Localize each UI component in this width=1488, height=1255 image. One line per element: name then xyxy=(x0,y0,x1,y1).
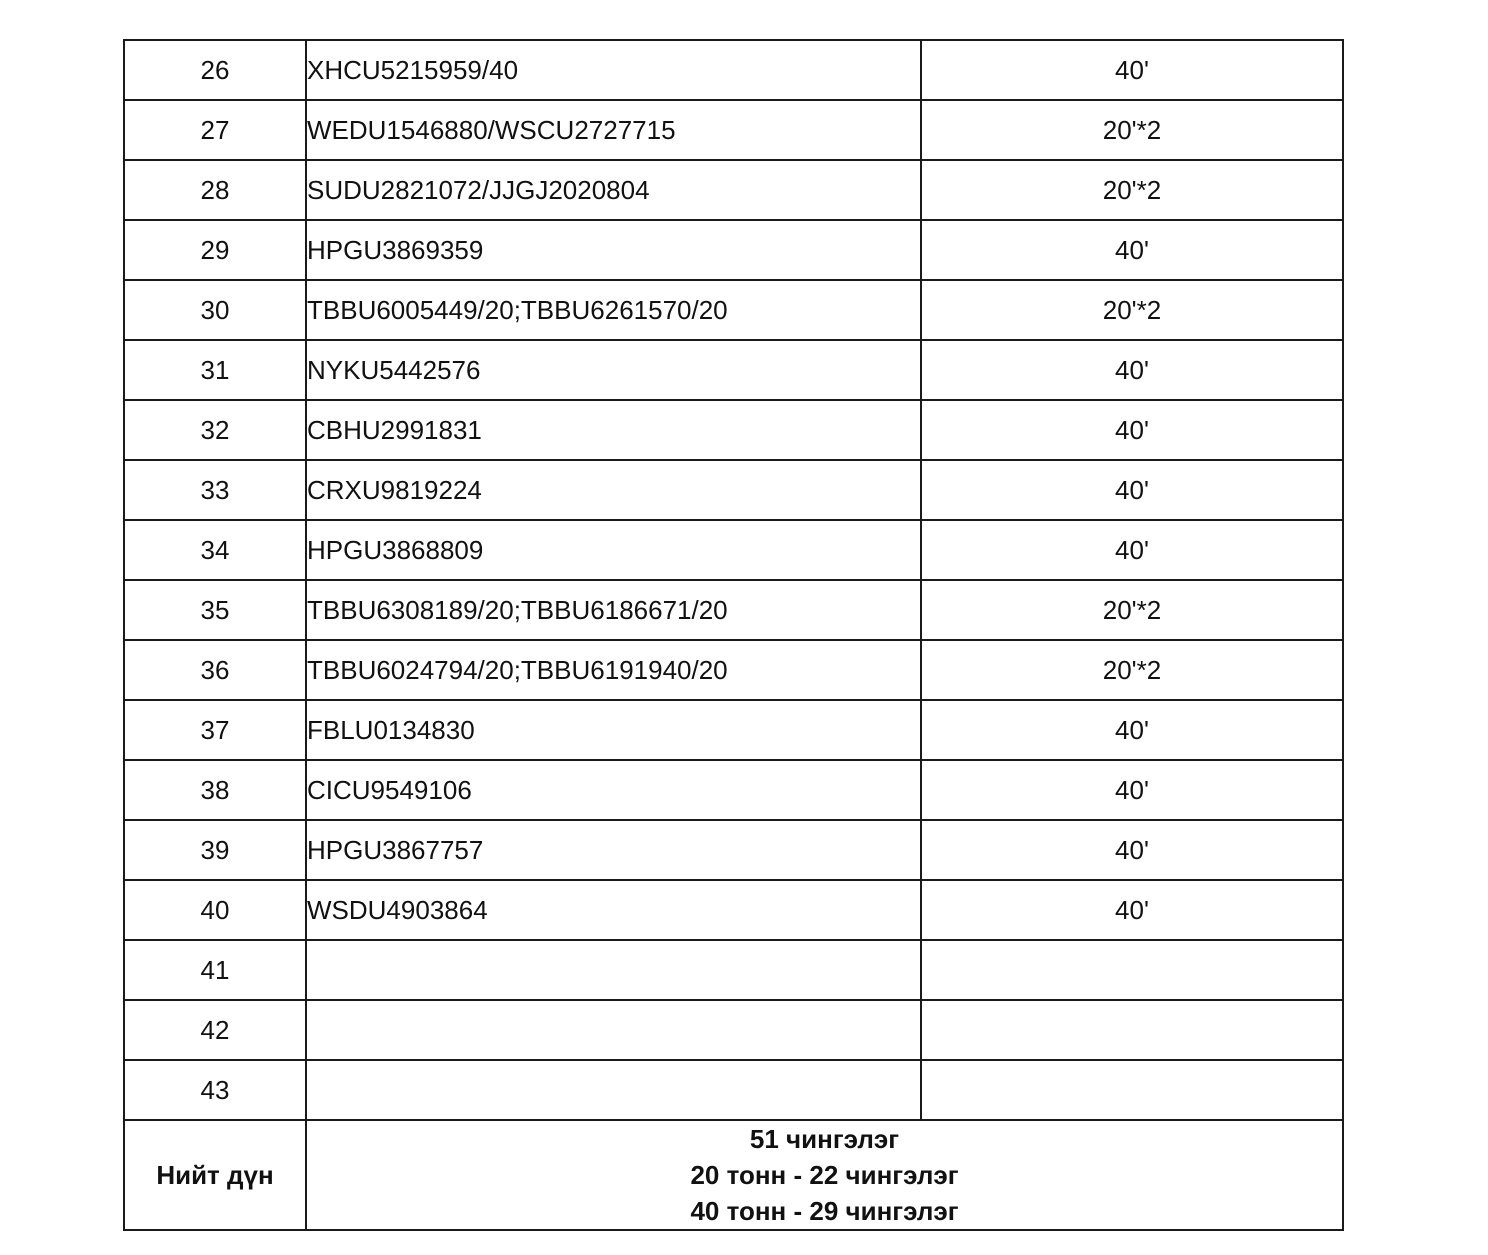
container-code-cell: CBHU2991831 xyxy=(306,400,921,460)
row-number-cell: 28 xyxy=(124,160,306,220)
container-table xyxy=(123,39,1344,1231)
table-row xyxy=(124,820,1343,880)
table-row xyxy=(124,640,1343,700)
row-number-cell: 39 xyxy=(124,820,306,880)
container-size-cell: 20'*2 xyxy=(921,160,1343,220)
table-row xyxy=(124,580,1343,640)
container-size-cell xyxy=(921,1060,1343,1120)
table-row xyxy=(124,460,1343,520)
container-size-cell: 40' xyxy=(921,400,1343,460)
table-row xyxy=(124,760,1343,820)
row-number-cell: 38 xyxy=(124,760,306,820)
container-size-cell: 40' xyxy=(921,460,1343,520)
row-number-cell: 42 xyxy=(124,1000,306,1060)
container-rows xyxy=(124,40,1343,1120)
container-size-cell xyxy=(921,1000,1343,1060)
table-row xyxy=(124,340,1343,400)
table-row xyxy=(124,400,1343,460)
total-row xyxy=(124,1120,1343,1230)
container-code-cell: HPGU3867757 xyxy=(306,820,921,880)
row-number-cell: 29 xyxy=(124,220,306,280)
table-row xyxy=(124,220,1343,280)
table-row xyxy=(124,520,1343,580)
table-row xyxy=(124,40,1343,100)
container-code-cell xyxy=(306,940,921,1000)
container-code-cell: FBLU0134830 xyxy=(306,700,921,760)
container-size-cell xyxy=(921,940,1343,1000)
container-size-cell: 40' xyxy=(921,40,1343,100)
row-number-cell: 37 xyxy=(124,700,306,760)
container-code-cell xyxy=(306,1060,921,1120)
container-code-cell: TBBU6308189/20;TBBU6186671/20 xyxy=(306,580,921,640)
container-size-cell: 40' xyxy=(921,340,1343,400)
container-size-cell: 40' xyxy=(921,520,1343,580)
container-code-cell: NYKU5442576 xyxy=(306,340,921,400)
row-number-cell: 26 xyxy=(124,40,306,100)
container-code-cell: CRXU9819224 xyxy=(306,460,921,520)
container-code-cell: SUDU2821072/JJGJ2020804 xyxy=(306,160,921,220)
total-label: Нийт дүн xyxy=(124,1120,306,1230)
container-code-cell: XHCU5215959/40 xyxy=(306,40,921,100)
container-code-cell: WSDU4903864 xyxy=(306,880,921,940)
table-row xyxy=(124,280,1343,340)
container-code-cell: TBBU6024794/20;TBBU6191940/20 xyxy=(306,640,921,700)
total-summary xyxy=(306,1120,1343,1230)
table-row xyxy=(124,940,1343,1000)
total-line: 51 чингэлэг xyxy=(749,1124,900,1154)
table-row xyxy=(124,1000,1343,1060)
row-number-cell: 41 xyxy=(124,940,306,1000)
table-row xyxy=(124,1060,1343,1120)
container-size-cell: 20'*2 xyxy=(921,580,1343,640)
container-size-cell: 40' xyxy=(921,700,1343,760)
table-row xyxy=(124,880,1343,940)
row-number-cell: 35 xyxy=(124,580,306,640)
container-size-cell: 20'*2 xyxy=(921,640,1343,700)
container-size-cell: 40' xyxy=(921,760,1343,820)
container-code-cell: WEDU1546880/WSCU2727715 xyxy=(306,100,921,160)
container-size-cell: 40' xyxy=(921,220,1343,280)
container-size-cell: 40' xyxy=(921,880,1343,940)
row-number-cell: 33 xyxy=(124,460,306,520)
table-row xyxy=(124,700,1343,760)
container-code-cell xyxy=(306,1000,921,1060)
container-code-cell: TBBU6005449/20;TBBU6261570/20 xyxy=(306,280,921,340)
total-line: 40 тонн - 29 чингэлэг xyxy=(690,1196,959,1226)
row-number-cell: 31 xyxy=(124,340,306,400)
row-number-cell: 43 xyxy=(124,1060,306,1120)
container-size-cell: 40' xyxy=(921,820,1343,880)
row-number-cell: 27 xyxy=(124,100,306,160)
row-number-cell: 30 xyxy=(124,280,306,340)
row-number-cell: 32 xyxy=(124,400,306,460)
container-code-cell: CICU9549106 xyxy=(306,760,921,820)
table-row xyxy=(124,100,1343,160)
total-line: 20 тонн - 22 чингэлэг xyxy=(690,1160,959,1190)
container-code-cell: HPGU3868809 xyxy=(306,520,921,580)
container-size-cell: 20'*2 xyxy=(921,100,1343,160)
row-number-cell: 36 xyxy=(124,640,306,700)
container-code-cell: HPGU3869359 xyxy=(306,220,921,280)
container-size-cell: 20'*2 xyxy=(921,280,1343,340)
row-number-cell: 34 xyxy=(124,520,306,580)
table-row xyxy=(124,160,1343,220)
row-number-cell: 40 xyxy=(124,880,306,940)
